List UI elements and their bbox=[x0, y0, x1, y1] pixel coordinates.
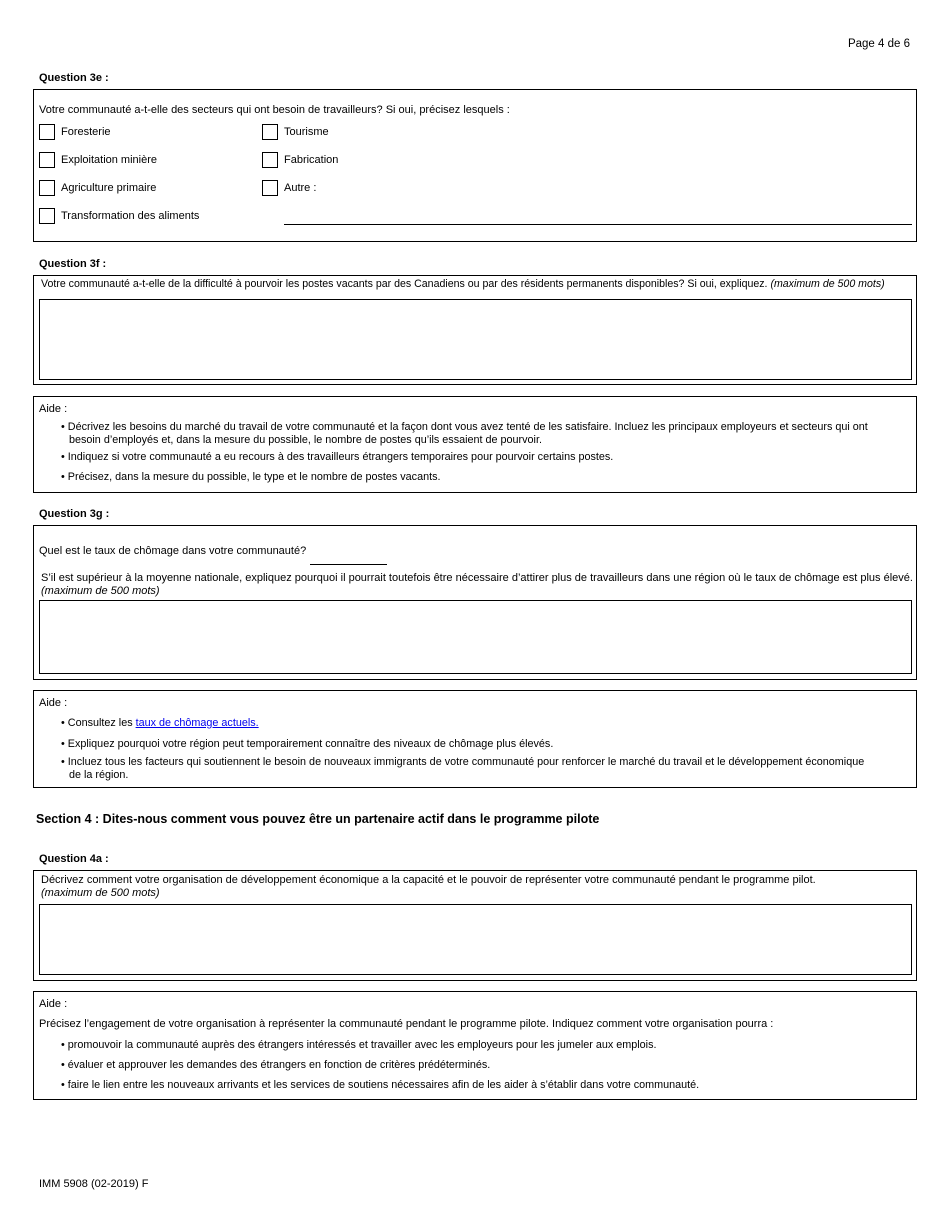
question-4a-answer[interactable] bbox=[39, 904, 912, 975]
section-4-title: Section 4 : Dites-nous comment vous pouvez être un partenaire actif dans le programme pilote bbox=[36, 812, 600, 826]
question-3g-help-box bbox=[33, 690, 917, 788]
question-4a-help-title: Aide : bbox=[39, 998, 68, 1010]
checkbox-tourisme-label: Tourisme bbox=[284, 126, 329, 138]
page-number: Page 4 de 6 bbox=[847, 38, 910, 50]
help-bullet: • Indiquez si votre communauté a eu recours à des travailleurs étrangers temporaires pour pourvoir certains postes. bbox=[61, 451, 614, 463]
help-bullet: • Incluez tous les facteurs qui soutiennent le besoin de nouveaux immigrants de votre communauté pour renforcer le marché du travail et le développement économique de la région. bbox=[61, 756, 865, 781]
unemployment-rate-prompt: Quel est le taux de chômage dans votre communauté? bbox=[39, 545, 307, 557]
checkbox-agriculture-primaire-label: Agriculture primaire bbox=[61, 182, 157, 194]
unemployment-rates-link[interactable]: taux de chômage actuels. bbox=[135, 717, 259, 729]
checkbox-fabrication-label: Fabrication bbox=[284, 154, 339, 166]
question-3g-answer[interactable] bbox=[39, 600, 912, 674]
question-3f-help-title: Aide : bbox=[39, 403, 68, 415]
checkbox-autre-label: Autre : bbox=[284, 182, 317, 194]
form-id-footer: IMM 5908 (02-2019) F bbox=[39, 1178, 149, 1190]
help-bullet: • Expliquez pourquoi votre région peut temporairement connaître des niveaux de chômage plus élevés. bbox=[61, 738, 554, 750]
question-3g-box bbox=[33, 525, 917, 680]
checkbox-fabrication[interactable] bbox=[262, 152, 278, 168]
question-3f-help-box bbox=[33, 396, 917, 493]
help-bullet: • faire le lien entre les nouveaux arrivants et les services de soutiens nécessaires afin de les aider à s’établir dans votre communauté. bbox=[61, 1079, 700, 1091]
checkbox-autre[interactable] bbox=[262, 180, 278, 196]
question-3g-label: Question 3g : bbox=[39, 508, 110, 520]
help-bullet: • Décrivez les besoins du marché du travail de votre communauté et la façon dont vous avez tenté de les satisfaire. Incluez les principaux employeurs et secteurs qui ont besoin d’employés et, dans la mesure du possible, le nombre de postes qu’ils essaient de pourvoir. bbox=[61, 421, 868, 446]
checkbox-agriculture-primaire[interactable] bbox=[39, 180, 55, 196]
help-bullet-consult bbox=[61, 717, 876, 730]
question-3f-prompt-text: Votre communauté a-t-elle de la difficulté à pourvoir les postes vacants par des Canadiens ou par des résidents permanents disponibles? Si oui, expliquez. bbox=[41, 278, 768, 290]
help-bullet: • Précisez, dans la mesure du possible, le type et le nombre de postes vacants. bbox=[61, 471, 441, 483]
question-3f-label: Question 3f : bbox=[39, 258, 107, 270]
checkbox-exploitation-miniere-label: Exploitation minière bbox=[61, 154, 157, 166]
question-3f-prompt bbox=[41, 278, 885, 291]
checkbox-foresterie-label: Foresterie bbox=[61, 126, 111, 138]
question-3f-box bbox=[33, 275, 917, 385]
checkbox-transformation-aliments[interactable] bbox=[39, 208, 55, 224]
question-3g-limit: (maximum de 500 mots) bbox=[41, 585, 160, 597]
question-3e-label: Question 3e : bbox=[39, 72, 109, 84]
question-4a-help-intro: Précisez l’engagement de votre organisation à représenter la communauté pendant le programme pilote. Indiquez comment votre organisation pourra : bbox=[39, 1018, 774, 1030]
help-bullet: • évaluer et approuver les demandes des étrangers en fonction de critères prédéterminés. bbox=[61, 1059, 491, 1071]
question-4a-box bbox=[33, 870, 917, 981]
unemployment-rate-input[interactable] bbox=[310, 564, 387, 565]
question-4a-help-list bbox=[61, 1039, 876, 1097]
question-4a-help-box bbox=[33, 991, 917, 1100]
checkbox-transformation-aliments-label: Transformation des aliments bbox=[61, 210, 200, 222]
question-3g-help-title: Aide : bbox=[39, 697, 68, 709]
question-3g-help-list bbox=[61, 717, 876, 783]
question-3f-help-list bbox=[61, 421, 876, 491]
unemployment-explain-prompt: S’il est supérieur à la moyenne nationale, expliquez pourquoi il pourrait toutefois être nécessaire d’attirer plus de travailleurs dans une région où le taux de chômage est plus élevé. bbox=[41, 572, 913, 584]
question-3e-box bbox=[33, 89, 917, 242]
question-4a-limit: (maximum de 500 mots) bbox=[41, 887, 160, 899]
checkbox-foresterie[interactable] bbox=[39, 124, 55, 140]
question-3e-prompt: Votre communauté a-t-elle des secteurs qui ont besoin de travailleurs? Si oui, précisez lesquels : bbox=[39, 104, 510, 116]
question-4a-prompt: Décrivez comment votre organisation de développement économique a la capacité et le pouvoir de représenter votre communauté pendant le programme pilot. bbox=[41, 874, 816, 886]
help-bullet-consult-text: • Consultez les bbox=[61, 717, 136, 729]
autre-input-line[interactable] bbox=[284, 224, 912, 225]
checkbox-exploitation-miniere[interactable] bbox=[39, 152, 55, 168]
question-3f-limit: (maximum de 500 mots) bbox=[770, 278, 885, 290]
help-bullet: • promouvoir la communauté auprès des étrangers intéressés et travailler avec les employeurs pour les jumeler aux emplois. bbox=[61, 1039, 657, 1051]
question-4a-label: Question 4a : bbox=[39, 853, 109, 865]
checkbox-tourisme[interactable] bbox=[262, 124, 278, 140]
question-3f-answer[interactable] bbox=[39, 299, 912, 380]
